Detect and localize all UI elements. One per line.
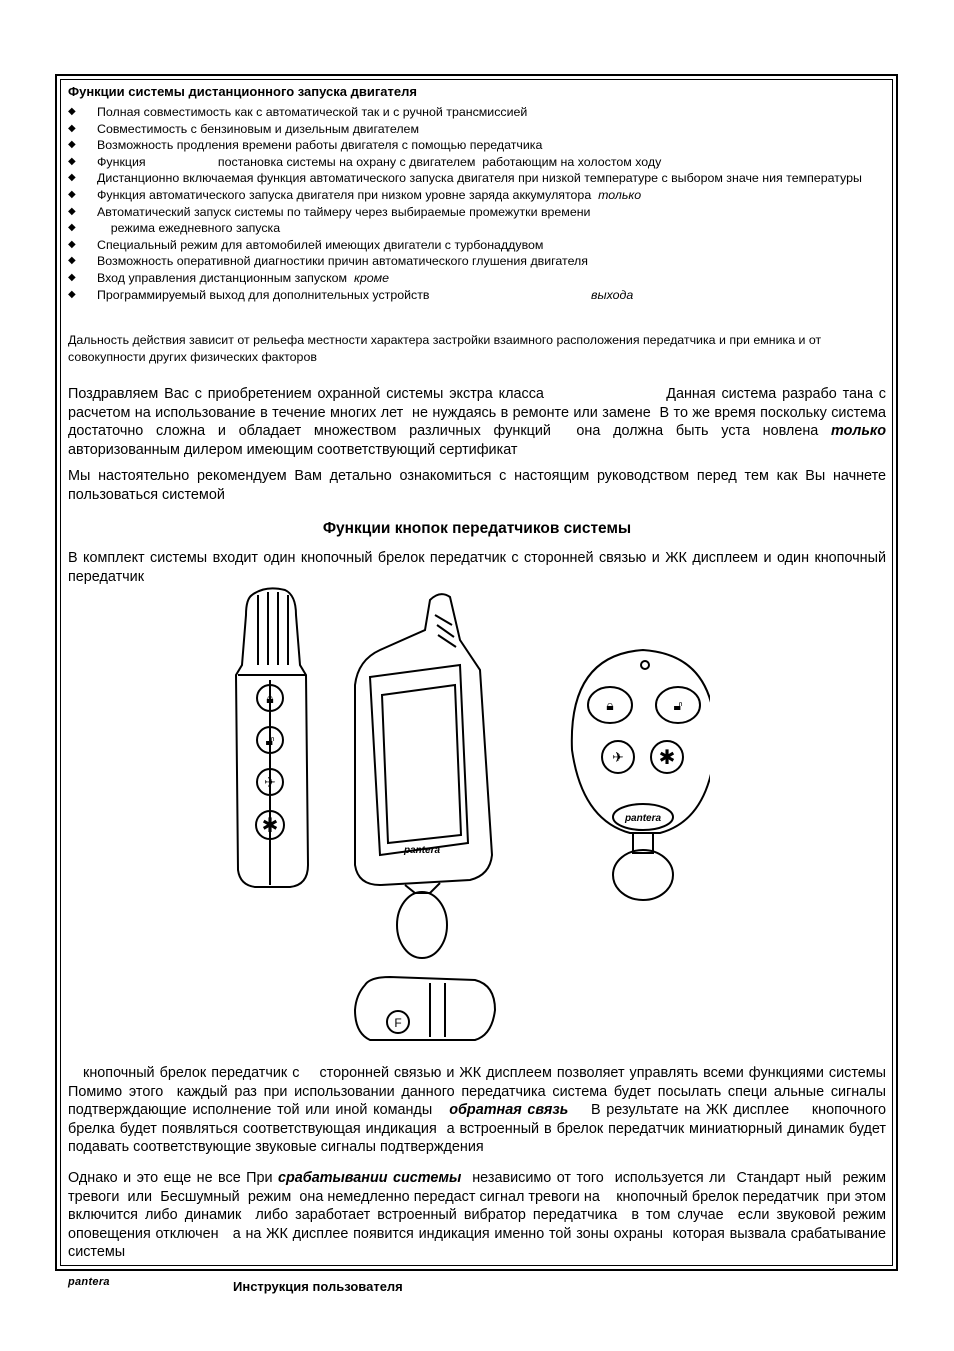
diamond-bullet-icon: ◆ xyxy=(68,155,76,167)
lock-icon: 🔒︎ xyxy=(266,691,274,707)
f-button-label: F xyxy=(394,1016,402,1030)
diamond-bullet-icon: ◆ xyxy=(68,205,76,217)
feature-list xyxy=(68,104,883,303)
kit-paragraph: В комплект системы входит один кнопочный брелок передатчик с сторонней связью и ЖК дисплеем и один кнопочный передатчик xyxy=(68,550,886,585)
list-item: ◆ Полная совместимость как с автоматической так и с ручной трансмиссией xyxy=(68,105,528,119)
intro-paragraph: Поздравляем Вас с приобретением охранной системы экстра класса Данная система разрабо тана с расчетом на использование в течение многих лет не нуждаясь в ремонте или замене В то же время поскольку система достаточно сложна и обладает множеством различных функций она должна быть уста новлена только авторизованным дилером имеющим соответствующий сертификат xyxy=(68,386,890,458)
diamond-bullet-icon: ◆ xyxy=(68,255,76,267)
list-item: ◆ Дистанционно включаемая функция автоматического запуска двигателя при низкой температуре с выбором значе ния температуры xyxy=(68,171,862,186)
footer-title: Инструкция пользователя xyxy=(233,1279,403,1294)
car-icon: ✈︎ xyxy=(612,750,624,766)
diamond-bullet-icon: ◆ xyxy=(68,271,76,283)
diamond-bullet-icon: ◆ xyxy=(68,172,76,184)
remote-top-view xyxy=(355,977,495,1040)
list-item: ◆ Функция автоматического запуска двигателя при низком уровне заряда аккумулятора только xyxy=(68,187,642,202)
list-item: ◆ Функция постановка системы на охрану с двигателем работающим на холостом ходу xyxy=(68,154,662,169)
range-note: Дальность действия зависит от рельефа местности характера застройки взаимного расположения передатчика и при емника и от совокупности других физических факторов xyxy=(68,333,822,364)
remote-front-view xyxy=(355,594,492,958)
asterisk-icon: ✱ xyxy=(261,813,279,837)
list-item: ◆ Специальный режим для автомобилей имеющих двигатели с турбонаддувом xyxy=(68,237,544,252)
remote-start-heading: Функции системы дистанционного запуска двигателя xyxy=(68,84,417,99)
diamond-bullet-icon: ◆ xyxy=(68,288,76,300)
asterisk-icon: ✱ xyxy=(658,745,676,769)
unlock-icon: 🔓︎ xyxy=(265,733,275,749)
two-way-description: кнопочный брелок передатчик с сторонней связью и ЖК дисплеем позволяет управлять всеми функциями системы Помимо этого каждый раз при использовании данного передатчика система будет посылать специ альные сигналы подтверждающие исполнение той или иной команды обратная связь В результате на ЖК дисплее кнопочного брелка будет появляться соответствующая индикация а встроенный в брелок передатчик миниатюрный динамик будет подавать соответствующие звуковые сигналы подтверждения xyxy=(68,1065,894,1155)
list-item: ◆ Автоматический запуск системы по таймеру через выбираемые промежутки времени xyxy=(68,204,591,219)
section-title: Функции кнопок передатчиков системы xyxy=(322,520,632,537)
diamond-bullet-icon: ◆ xyxy=(68,106,76,117)
car-icon: ✈︎ xyxy=(264,775,276,791)
list-item: ◆ Совместимость с бензиновым и дизельным двигателем xyxy=(68,121,419,136)
diamond-bullet-icon: ◆ xyxy=(68,139,76,151)
diamond-bullet-icon: ◆ xyxy=(68,238,76,250)
diamond-bullet-icon: ◆ xyxy=(68,188,76,200)
brand-label: pantera xyxy=(403,845,441,856)
transmitters-illustration xyxy=(230,585,710,1060)
list-item: ◆ Вход управления дистанционным запуском кроме xyxy=(68,270,389,285)
unlock-icon: 🔓︎ xyxy=(673,698,683,714)
list-item: ◆ Возможность оперативной диагностики причин автоматического глушения двигателя xyxy=(68,254,589,269)
diamond-bullet-icon: ◆ xyxy=(68,122,76,134)
list-item: ◆ Возможность продления времени работы двигателя с помощью передатчика xyxy=(68,138,543,153)
list-item: ◆ Программируемый выход для дополнительных устройств выхода xyxy=(68,287,634,302)
pantera-logo: pantera xyxy=(68,1276,110,1288)
recommendation-paragraph: Мы настоятельно рекомендуем Вам детально ознакомиться с настоящим руководством перед тем как Вы начнете пользоваться системой xyxy=(68,468,886,503)
remote-4-button xyxy=(572,650,710,900)
diamond-bullet-icon: ◆ xyxy=(68,222,76,234)
lock-icon: 🔒︎ xyxy=(606,698,614,714)
list-item: ◆ режима ежедневного запуска xyxy=(68,221,281,236)
alarm-description: Однако и это еще не все При срабатывании системы независимо от того используется ли Стандарт ный режим тревоги или Бесшумный режим она немедленно передаст сигнал тревоги на кнопочный брелок передатчик при этом включится либо динамик либо заработает встроенный вибратор передатчика в том случае если звуковой режим оповещения отключен а на ЖК дисплее появится индикация именно той зоны охраны которая вызвала срабатывание системы xyxy=(68,1170,890,1260)
brand-label: pantera xyxy=(624,813,662,824)
